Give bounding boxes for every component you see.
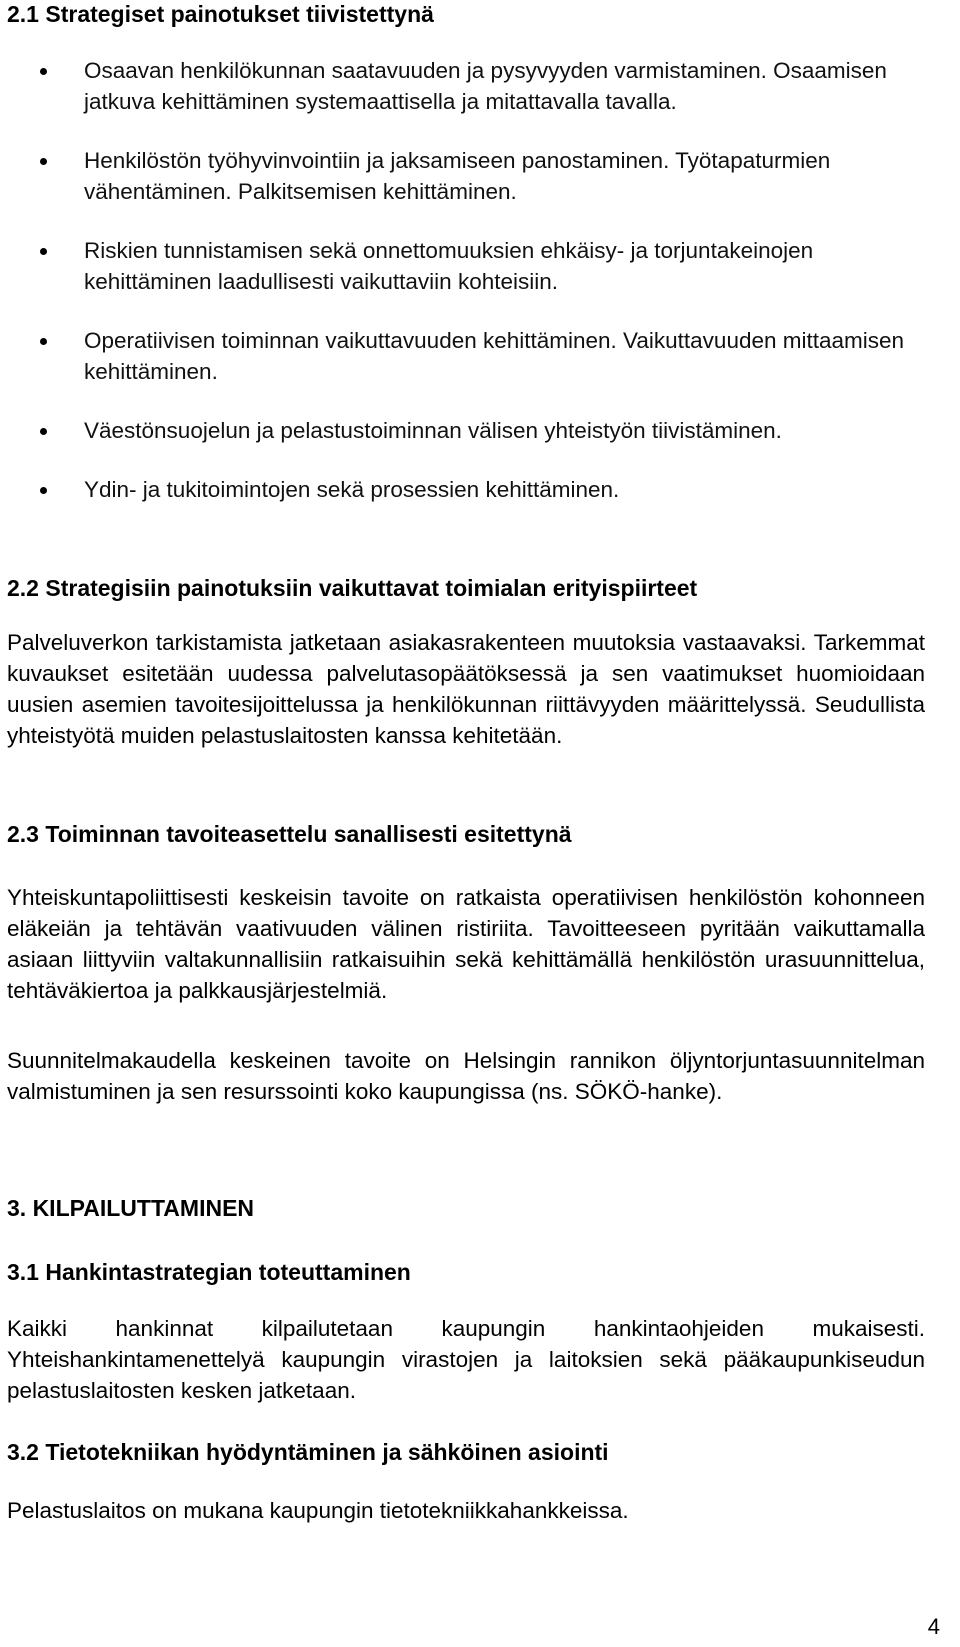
- bullet-icon: [40, 428, 47, 435]
- section-2-3-heading: 2.3 Toiminnan tavoiteasettelu sanallisesti esitettynä: [7, 821, 572, 847]
- list-item: [7, 235, 932, 297]
- section-2-3-paragraph-1: Yhteiskuntapoliittisesti keskeisin tavoite on ratkaista operatiivisen henkilöstön kohonneen eläkeiän ja tehtävän vaativuuden välinen ristiriita. Tavoitteeseen pyritään vaikuttamalla asiaan liittyviin valtakunnallisiin ratkaisuihin sekä kehittämällä henkilöstön urasuunnittelua, tehtäväkiertoa ja palkkausjärjestelmiä.: [7, 885, 925, 1003]
- list-item: [7, 55, 932, 117]
- section-2-3-paragraph-2: Suunnitelmakaudella keskeinen tavoite on Helsingin rannikon öljyntorjuntasuunnitelman valmistuminen ja sen resurssointi koko kaupungissa (ns. SÖKÖ-hanke).: [7, 1048, 925, 1104]
- bullet-icon: [40, 338, 47, 345]
- list-item-text: Osaavan henkilökunnan saatavuuden ja pysyvyyden varmistaminen. Osaamisen jatkuva kehittäminen systemaattisella ja mitattavalla tavalla.: [84, 58, 887, 114]
- page-number: 4: [927, 1614, 940, 1639]
- list-item: [7, 474, 932, 505]
- section-3-2-heading: 3.2 Tietotekniikan hyödyntäminen ja sähköinen asiointi: [7, 1439, 609, 1465]
- strategic-focus-list: [7, 55, 932, 505]
- list-item: [7, 145, 932, 207]
- bullet-icon: [40, 68, 47, 75]
- section-2-1-heading: 2.1 Strategiset painotukset tiivistettynä: [7, 1, 434, 27]
- list-item: [7, 325, 932, 387]
- bullet-icon: [40, 158, 47, 165]
- list-item-text: Henkilöstön työhyvinvointiin ja jaksamiseen panostaminen. Työtapaturmien vähentäminen. Palkitsemisen kehittäminen.: [84, 148, 831, 204]
- bullet-icon: [40, 248, 47, 255]
- list-item-text: Ydin- ja tukitoimintojen sekä prosessien kehittäminen.: [84, 477, 620, 502]
- section-2-2-paragraph: Palveluverkon tarkistamista jatketaan asiakasrakenteen muutoksia vastaavaksi. Tarkemmat kuvaukset esitetään uudessa palvelutasopäätöksessä ja sen vaatimukset huomioidaan uusien asemien tavoitesijoittelussa ja henkilökunnan riittävyyden määrittelyssä. Seudullista yhteistyötä muiden pelastuslaitosten kanssa kehitetään.: [7, 630, 925, 748]
- section-3-1-paragraph: Kaikki hankinnat kilpailutetaan kaupungin hankintaohjeiden mukaisesti. Yhteishankintamenettelyä kaupungin virastojen ja laitoksien sekä pääkaupunkiseudun pelastuslaitosten kesken jatketaan.: [7, 1316, 925, 1403]
- list-item: [7, 415, 932, 446]
- bullet-icon: [40, 487, 47, 494]
- section-3-1-heading: 3.1 Hankintastrategian toteuttaminen: [7, 1259, 411, 1285]
- list-item-text: Operatiivisen toiminnan vaikuttavuuden kehittäminen. Vaikuttavuuden mittaamisen kehittäminen.: [84, 328, 905, 384]
- list-item-text: Riskien tunnistamisen sekä onnettomuuksien ehkäisy- ja torjuntakeinojen kehittäminen laadullisesti vaikuttaviin kohteisiin.: [84, 238, 814, 294]
- section-3-heading: 3. KILPAILUTTAMINEN: [7, 1195, 255, 1221]
- section-2-2-heading: 2.2 Strategisiin painotuksiin vaikuttavat toimialan erityispiirteet: [7, 575, 698, 601]
- section-3-2-paragraph: Pelastuslaitos on mukana kaupungin tietotekniikkahankkeissa.: [7, 1498, 629, 1523]
- list-item-text: Väestönsuojelun ja pelastustoiminnan välisen yhteistyön tiivistäminen.: [84, 418, 782, 443]
